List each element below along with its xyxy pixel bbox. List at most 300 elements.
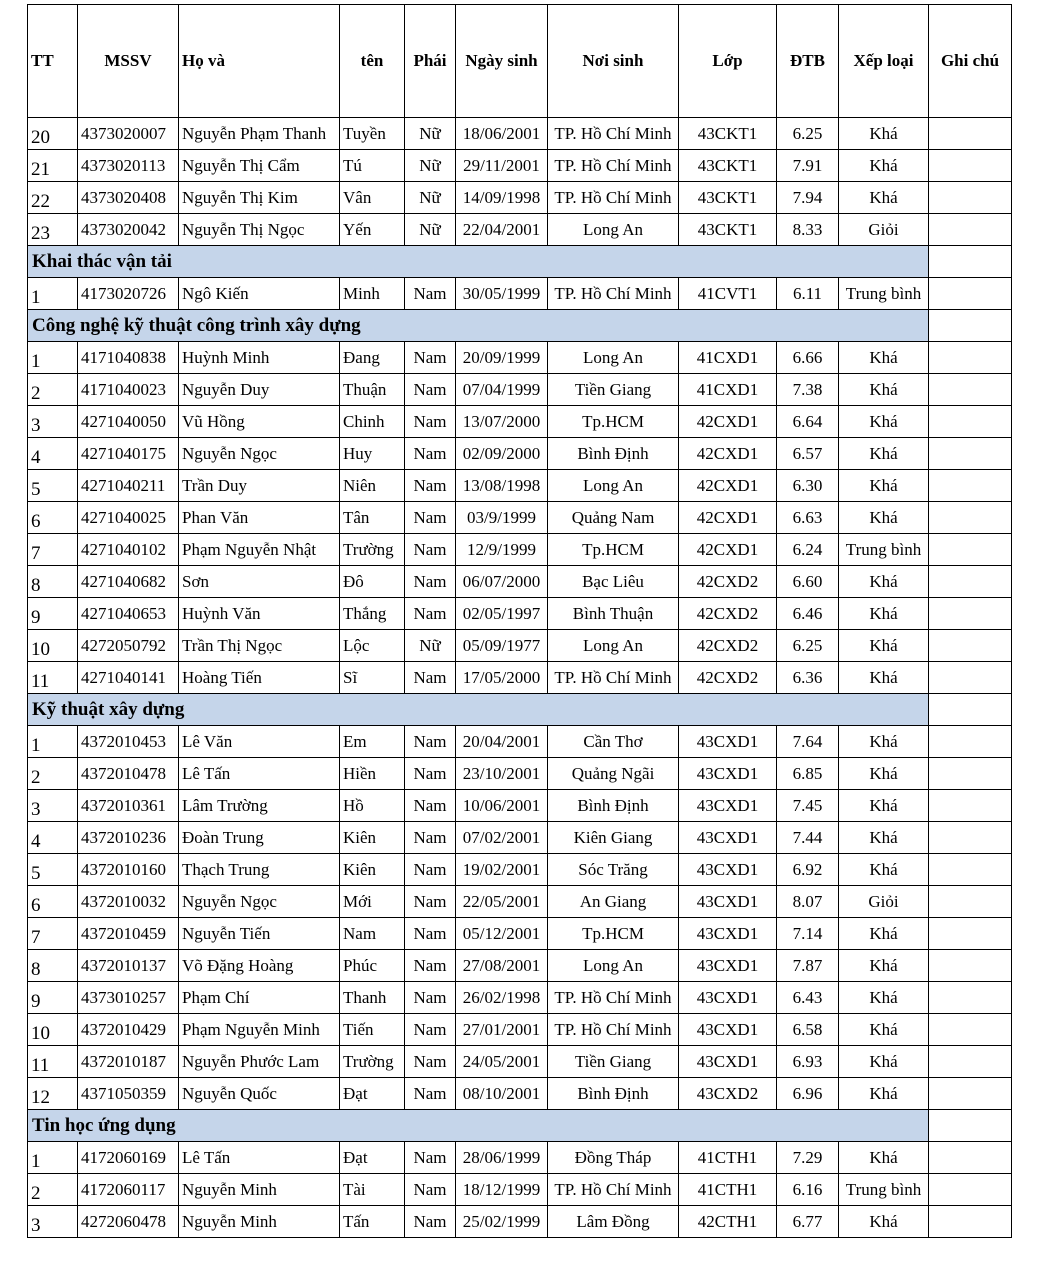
table-row xyxy=(28,1046,1012,1078)
section-title: Tin học ứng dụng xyxy=(28,1110,929,1142)
xep-loai-cell: Khá xyxy=(839,1142,929,1174)
table-row xyxy=(28,1174,1012,1206)
mssv-cell: 4271040211 xyxy=(78,470,179,502)
ghi-chu-cell xyxy=(929,918,1012,950)
mssv-cell: 4272060478 xyxy=(78,1206,179,1238)
ngay-sinh-cell: 02/09/2000 xyxy=(456,438,548,470)
ten-cell: Vân xyxy=(340,182,405,214)
ngay-sinh-cell: 05/12/2001 xyxy=(456,918,548,950)
dtb-cell: 6.57 xyxy=(777,438,839,470)
table-row xyxy=(28,406,1012,438)
tt-cell: 12 xyxy=(28,1078,78,1110)
phai-cell: Nam xyxy=(405,982,456,1014)
mssv-cell: 4271040175 xyxy=(78,438,179,470)
lop-cell: 42CXD2 xyxy=(679,630,777,662)
table-row xyxy=(28,182,1012,214)
lop-cell: 43CKT1 xyxy=(679,214,777,246)
mssv-cell: 4373020042 xyxy=(78,214,179,246)
phai-cell: Nữ xyxy=(405,118,456,150)
noi-sinh-cell: Tiền Giang xyxy=(548,1046,679,1078)
ten-cell: Mới xyxy=(340,886,405,918)
ghi-chu-cell xyxy=(929,790,1012,822)
lop-cell: 43CXD1 xyxy=(679,790,777,822)
tt-cell: 10 xyxy=(28,1014,78,1046)
tt-cell: 3 xyxy=(28,790,78,822)
header-row xyxy=(28,5,1012,118)
noi-sinh-cell: Tiền Giang xyxy=(548,374,679,406)
ho-cell: Nguyễn Phạm Thanh xyxy=(179,118,340,150)
noi-sinh-cell: Quảng Ngãi xyxy=(548,758,679,790)
table-row xyxy=(28,342,1012,374)
table-row xyxy=(28,438,1012,470)
ten-cell: Thuận xyxy=(340,374,405,406)
xep-loai-cell: Khá xyxy=(839,854,929,886)
phai-cell: Nam xyxy=(405,790,456,822)
lop-cell: 42CTH1 xyxy=(679,1206,777,1238)
ho-cell: Nguyễn Phước Lam xyxy=(179,1046,340,1078)
noi-sinh-cell: TP. Hồ Chí Minh xyxy=(548,118,679,150)
lop-cell: 42CXD1 xyxy=(679,470,777,502)
phai-cell: Nữ xyxy=(405,150,456,182)
mssv-cell: 4172060117 xyxy=(78,1174,179,1206)
table-row xyxy=(28,150,1012,182)
lop-cell: 43CXD1 xyxy=(679,758,777,790)
student-list-table xyxy=(27,4,1012,1238)
ghi-chu-cell xyxy=(929,822,1012,854)
xep-loai-cell: Khá xyxy=(839,182,929,214)
ten-cell: Tuyền xyxy=(340,118,405,150)
mssv-cell: 4372010137 xyxy=(78,950,179,982)
ngay-sinh-cell: 18/12/1999 xyxy=(456,1174,548,1206)
xep-loai-cell: Trung bình xyxy=(839,1174,929,1206)
noi-sinh-cell: An Giang xyxy=(548,886,679,918)
dtb-cell: 7.94 xyxy=(777,182,839,214)
xep-loai-cell: Giỏi xyxy=(839,214,929,246)
tt-cell: 8 xyxy=(28,566,78,598)
section-row xyxy=(28,310,1012,342)
noi-sinh-cell: TP. Hồ Chí Minh xyxy=(548,982,679,1014)
noi-sinh-cell: Long An xyxy=(548,950,679,982)
ghi-chu-cell xyxy=(929,982,1012,1014)
mssv-cell: 4372010160 xyxy=(78,854,179,886)
tt-cell: 2 xyxy=(28,1174,78,1206)
dtb-cell: 7.29 xyxy=(777,1142,839,1174)
ghi-chu-cell xyxy=(929,406,1012,438)
ho-cell: Nguyễn Ngọc xyxy=(179,438,340,470)
xep-loai-cell: Khá xyxy=(839,150,929,182)
ngay-sinh-cell: 19/02/2001 xyxy=(456,854,548,886)
ngay-sinh-cell: 20/04/2001 xyxy=(456,726,548,758)
mssv-cell: 4372010429 xyxy=(78,1014,179,1046)
xep-loai-cell: Khá xyxy=(839,566,929,598)
noi-sinh-cell: TP. Hồ Chí Minh xyxy=(548,662,679,694)
ngay-sinh-cell: 27/08/2001 xyxy=(456,950,548,982)
ngay-sinh-cell: 29/11/2001 xyxy=(456,150,548,182)
ngay-sinh-cell: 22/04/2001 xyxy=(456,214,548,246)
lop-cell: 43CXD1 xyxy=(679,854,777,886)
phai-cell: Nam xyxy=(405,726,456,758)
dtb-cell: 6.77 xyxy=(777,1206,839,1238)
ghi-chu-cell xyxy=(929,1206,1012,1238)
tt-cell: 2 xyxy=(28,374,78,406)
ho-cell: Lê Văn xyxy=(179,726,340,758)
mssv-cell: 4272050792 xyxy=(78,630,179,662)
lop-cell: 42CXD2 xyxy=(679,662,777,694)
header-ho: Họ và xyxy=(179,5,340,118)
tt-cell: 2 xyxy=(28,758,78,790)
tt-cell: 11 xyxy=(28,662,78,694)
ten-cell: Hiền xyxy=(340,758,405,790)
dtb-cell: 6.58 xyxy=(777,1014,839,1046)
mssv-cell: 4373010257 xyxy=(78,982,179,1014)
section-row xyxy=(28,246,1012,278)
xep-loai-cell: Khá xyxy=(839,406,929,438)
lop-cell: 41CXD1 xyxy=(679,342,777,374)
xep-loai-cell: Khá xyxy=(839,1014,929,1046)
ten-cell: Thanh xyxy=(340,982,405,1014)
ghi-chu-cell xyxy=(929,1014,1012,1046)
ho-cell: Nguyễn Minh xyxy=(179,1206,340,1238)
header-xep-loai: Xếp loại xyxy=(839,5,929,118)
ten-cell: Tấn xyxy=(340,1206,405,1238)
ten-cell: Lộc xyxy=(340,630,405,662)
tt-cell: 7 xyxy=(28,918,78,950)
ghi-chu-cell xyxy=(929,150,1012,182)
ho-cell: Nguyễn Duy xyxy=(179,374,340,406)
noi-sinh-cell: Long An xyxy=(548,470,679,502)
dtb-cell: 6.63 xyxy=(777,502,839,534)
lop-cell: 41CTH1 xyxy=(679,1142,777,1174)
noi-sinh-cell: Đồng Tháp xyxy=(548,1142,679,1174)
section-title: Khai thác vận tải xyxy=(28,246,929,278)
noi-sinh-cell: Tp.HCM xyxy=(548,918,679,950)
ghi-chu-cell xyxy=(929,1110,1012,1142)
dtb-cell: 6.46 xyxy=(777,598,839,630)
ngay-sinh-cell: 13/08/1998 xyxy=(456,470,548,502)
ngay-sinh-cell: 28/06/1999 xyxy=(456,1142,548,1174)
ghi-chu-cell xyxy=(929,342,1012,374)
tt-cell: 7 xyxy=(28,534,78,566)
ho-cell: Lê Tấn xyxy=(179,1142,340,1174)
mssv-cell: 4172060169 xyxy=(78,1142,179,1174)
ghi-chu-cell xyxy=(929,1174,1012,1206)
lop-cell: 43CXD1 xyxy=(679,918,777,950)
mssv-cell: 4372010236 xyxy=(78,822,179,854)
ghi-chu-cell xyxy=(929,1046,1012,1078)
ngay-sinh-cell: 18/06/2001 xyxy=(456,118,548,150)
ten-cell: Chinh xyxy=(340,406,405,438)
tt-cell: 4 xyxy=(28,822,78,854)
dtb-cell: 6.92 xyxy=(777,854,839,886)
table-row xyxy=(28,374,1012,406)
phai-cell: Nam xyxy=(405,598,456,630)
mssv-cell: 4373020408 xyxy=(78,182,179,214)
mssv-cell: 4372010032 xyxy=(78,886,179,918)
table-row xyxy=(28,278,1012,310)
ten-cell: Sĩ xyxy=(340,662,405,694)
ghi-chu-cell xyxy=(929,1078,1012,1110)
ngay-sinh-cell: 10/06/2001 xyxy=(456,790,548,822)
ho-cell: Nguyễn Thị Ngọc xyxy=(179,214,340,246)
ten-cell: Yến xyxy=(340,214,405,246)
table-row xyxy=(28,470,1012,502)
ngay-sinh-cell: 05/09/1977 xyxy=(456,630,548,662)
mssv-cell: 4373020007 xyxy=(78,118,179,150)
ghi-chu-cell xyxy=(929,886,1012,918)
noi-sinh-cell: TP. Hồ Chí Minh xyxy=(548,278,679,310)
ngay-sinh-cell: 08/10/2001 xyxy=(456,1078,548,1110)
dtb-cell: 7.38 xyxy=(777,374,839,406)
noi-sinh-cell: Lâm Đồng xyxy=(548,1206,679,1238)
tt-cell: 8 xyxy=(28,950,78,982)
ghi-chu-cell xyxy=(929,470,1012,502)
mssv-cell: 4271040141 xyxy=(78,662,179,694)
ten-cell: Tân xyxy=(340,502,405,534)
ngay-sinh-cell: 03/9/1999 xyxy=(456,502,548,534)
phai-cell: Nữ xyxy=(405,214,456,246)
mssv-cell: 4372010361 xyxy=(78,790,179,822)
dtb-cell: 7.91 xyxy=(777,150,839,182)
header-noi-sinh: Nơi sinh xyxy=(548,5,679,118)
ngay-sinh-cell: 23/10/2001 xyxy=(456,758,548,790)
phai-cell: Nam xyxy=(405,1078,456,1110)
lop-cell: 43CXD2 xyxy=(679,1078,777,1110)
tt-cell: 1 xyxy=(28,342,78,374)
ghi-chu-cell xyxy=(929,246,1012,278)
mssv-cell: 4271040025 xyxy=(78,502,179,534)
dtb-cell: 6.96 xyxy=(777,1078,839,1110)
ten-cell: Đô xyxy=(340,566,405,598)
ho-cell: Huỳnh Văn xyxy=(179,598,340,630)
header-dtb: ĐTB xyxy=(777,5,839,118)
lop-cell: 42CXD1 xyxy=(679,438,777,470)
phai-cell: Nữ xyxy=(405,182,456,214)
dtb-cell: 6.25 xyxy=(777,118,839,150)
ten-cell: Kiên xyxy=(340,854,405,886)
header-mssv: MSSV xyxy=(78,5,179,118)
lop-cell: 43CKT1 xyxy=(679,182,777,214)
ho-cell: Lê Tấn xyxy=(179,758,340,790)
table-row xyxy=(28,918,1012,950)
ho-cell: Đoàn Trung xyxy=(179,822,340,854)
xep-loai-cell: Khá xyxy=(839,822,929,854)
section-row xyxy=(28,1110,1012,1142)
ghi-chu-cell xyxy=(929,854,1012,886)
phai-cell: Nam xyxy=(405,886,456,918)
phai-cell: Nam xyxy=(405,374,456,406)
phai-cell: Nam xyxy=(405,662,456,694)
phai-cell: Nam xyxy=(405,438,456,470)
ten-cell: Tài xyxy=(340,1174,405,1206)
ghi-chu-cell xyxy=(929,118,1012,150)
dtb-cell: 6.36 xyxy=(777,662,839,694)
ho-cell: Huỳnh Minh xyxy=(179,342,340,374)
tt-cell: 10 xyxy=(28,630,78,662)
table-row xyxy=(28,502,1012,534)
phai-cell: Nữ xyxy=(405,630,456,662)
phai-cell: Nam xyxy=(405,278,456,310)
xep-loai-cell: Khá xyxy=(839,726,929,758)
table-row xyxy=(28,214,1012,246)
mssv-cell: 4372010459 xyxy=(78,918,179,950)
ngay-sinh-cell: 22/05/2001 xyxy=(456,886,548,918)
ho-cell: Nguyễn Thị Cẩm xyxy=(179,150,340,182)
noi-sinh-cell: Quảng Nam xyxy=(548,502,679,534)
ghi-chu-cell xyxy=(929,534,1012,566)
noi-sinh-cell: Bình Định xyxy=(548,438,679,470)
header-ten: tên xyxy=(340,5,405,118)
header-ghi-chu: Ghi chú xyxy=(929,5,1012,118)
ho-cell: Trần Thị Ngọc xyxy=(179,630,340,662)
ngay-sinh-cell: 07/04/1999 xyxy=(456,374,548,406)
header-phai: Phái xyxy=(405,5,456,118)
tt-cell: 9 xyxy=(28,598,78,630)
ho-cell: Nguyễn Thị Kim xyxy=(179,182,340,214)
mssv-cell: 4271040102 xyxy=(78,534,179,566)
ngay-sinh-cell: 07/02/2001 xyxy=(456,822,548,854)
lop-cell: 41CVT1 xyxy=(679,278,777,310)
table-row xyxy=(28,534,1012,566)
xep-loai-cell: Khá xyxy=(839,118,929,150)
ten-cell: Đạt xyxy=(340,1142,405,1174)
xep-loai-cell: Khá xyxy=(839,662,929,694)
ghi-chu-cell xyxy=(929,182,1012,214)
noi-sinh-cell: Cần Thơ xyxy=(548,726,679,758)
ho-cell: Phạm Nguyễn Minh xyxy=(179,1014,340,1046)
ten-cell: Đang xyxy=(340,342,405,374)
header-tt: TT xyxy=(28,5,78,118)
tt-cell: 5 xyxy=(28,854,78,886)
lop-cell: 43CXD1 xyxy=(679,1046,777,1078)
lop-cell: 41CXD1 xyxy=(679,374,777,406)
ten-cell: Hồ xyxy=(340,790,405,822)
dtb-cell: 7.64 xyxy=(777,726,839,758)
table-row xyxy=(28,630,1012,662)
xep-loai-cell: Trung bình xyxy=(839,534,929,566)
ten-cell: Niên xyxy=(340,470,405,502)
section-title: Công nghệ kỹ thuật công trình xây dựng xyxy=(28,310,929,342)
table-row xyxy=(28,1014,1012,1046)
phai-cell: Nam xyxy=(405,950,456,982)
xep-loai-cell: Khá xyxy=(839,1078,929,1110)
tt-cell: 6 xyxy=(28,886,78,918)
table-row xyxy=(28,886,1012,918)
lop-cell: 42CXD1 xyxy=(679,534,777,566)
noi-sinh-cell: Long An xyxy=(548,342,679,374)
dtb-cell: 6.64 xyxy=(777,406,839,438)
tt-cell: 23 xyxy=(28,214,78,246)
mssv-cell: 4171040838 xyxy=(78,342,179,374)
ho-cell: Phạm Nguyễn Nhật xyxy=(179,534,340,566)
xep-loai-cell: Khá xyxy=(839,950,929,982)
xep-loai-cell: Khá xyxy=(839,502,929,534)
table-row xyxy=(28,1206,1012,1238)
table-row xyxy=(28,662,1012,694)
ghi-chu-cell xyxy=(929,758,1012,790)
xep-loai-cell: Khá xyxy=(839,342,929,374)
ghi-chu-cell xyxy=(929,566,1012,598)
ngay-sinh-cell: 13/07/2000 xyxy=(456,406,548,438)
ghi-chu-cell xyxy=(929,502,1012,534)
ngay-sinh-cell: 24/05/2001 xyxy=(456,1046,548,1078)
ho-cell: Hoàng Tiến xyxy=(179,662,340,694)
phai-cell: Nam xyxy=(405,566,456,598)
table-row xyxy=(28,1078,1012,1110)
ghi-chu-cell xyxy=(929,438,1012,470)
tt-cell: 5 xyxy=(28,470,78,502)
xep-loai-cell: Khá xyxy=(839,918,929,950)
ten-cell: Trường xyxy=(340,534,405,566)
ten-cell: Đạt xyxy=(340,1078,405,1110)
dtb-cell: 6.16 xyxy=(777,1174,839,1206)
mssv-cell: 4373020113 xyxy=(78,150,179,182)
lop-cell: 43CKT1 xyxy=(679,118,777,150)
ten-cell: Minh xyxy=(340,278,405,310)
ten-cell: Em xyxy=(340,726,405,758)
table-row xyxy=(28,790,1012,822)
ghi-chu-cell xyxy=(929,950,1012,982)
dtb-cell: 6.25 xyxy=(777,630,839,662)
ghi-chu-cell xyxy=(929,310,1012,342)
ho-cell: Trần Duy xyxy=(179,470,340,502)
ho-cell: Thạch Trung xyxy=(179,854,340,886)
table-row xyxy=(28,982,1012,1014)
lop-cell: 42CXD2 xyxy=(679,566,777,598)
lop-cell: 43CKT1 xyxy=(679,150,777,182)
table-row xyxy=(28,758,1012,790)
ten-cell: Thắng xyxy=(340,598,405,630)
ngay-sinh-cell: 25/02/1999 xyxy=(456,1206,548,1238)
noi-sinh-cell: Tp.HCM xyxy=(548,534,679,566)
dtb-cell: 6.66 xyxy=(777,342,839,374)
tt-cell: 11 xyxy=(28,1046,78,1078)
dtb-cell: 6.43 xyxy=(777,982,839,1014)
ten-cell: Tiến xyxy=(340,1014,405,1046)
lop-cell: 42CXD1 xyxy=(679,502,777,534)
noi-sinh-cell: Long An xyxy=(548,630,679,662)
ho-cell: Vũ Hồng xyxy=(179,406,340,438)
xep-loai-cell: Khá xyxy=(839,982,929,1014)
xep-loai-cell: Khá xyxy=(839,598,929,630)
mssv-cell: 4371050359 xyxy=(78,1078,179,1110)
ho-cell: Võ Đặng Hoàng xyxy=(179,950,340,982)
ho-cell: Nguyễn Ngọc xyxy=(179,886,340,918)
tt-cell: 22 xyxy=(28,182,78,214)
tt-cell: 3 xyxy=(28,406,78,438)
lop-cell: 43CXD1 xyxy=(679,982,777,1014)
ho-cell: Lâm Trường xyxy=(179,790,340,822)
mssv-cell: 4372010453 xyxy=(78,726,179,758)
phai-cell: Nam xyxy=(405,534,456,566)
phai-cell: Nam xyxy=(405,854,456,886)
dtb-cell: 6.60 xyxy=(777,566,839,598)
noi-sinh-cell: Tp.HCM xyxy=(548,406,679,438)
noi-sinh-cell: Kiên Giang xyxy=(548,822,679,854)
noi-sinh-cell: TP. Hồ Chí Minh xyxy=(548,1014,679,1046)
xep-loai-cell: Khá xyxy=(839,374,929,406)
ten-cell: Trường xyxy=(340,1046,405,1078)
tt-cell: 21 xyxy=(28,150,78,182)
ghi-chu-cell xyxy=(929,598,1012,630)
ghi-chu-cell xyxy=(929,726,1012,758)
phai-cell: Nam xyxy=(405,918,456,950)
ho-cell: Nguyễn Quốc xyxy=(179,1078,340,1110)
phai-cell: Nam xyxy=(405,1046,456,1078)
mssv-cell: 4271040050 xyxy=(78,406,179,438)
phai-cell: Nam xyxy=(405,470,456,502)
dtb-cell: 8.07 xyxy=(777,886,839,918)
noi-sinh-cell: TP. Hồ Chí Minh xyxy=(548,150,679,182)
